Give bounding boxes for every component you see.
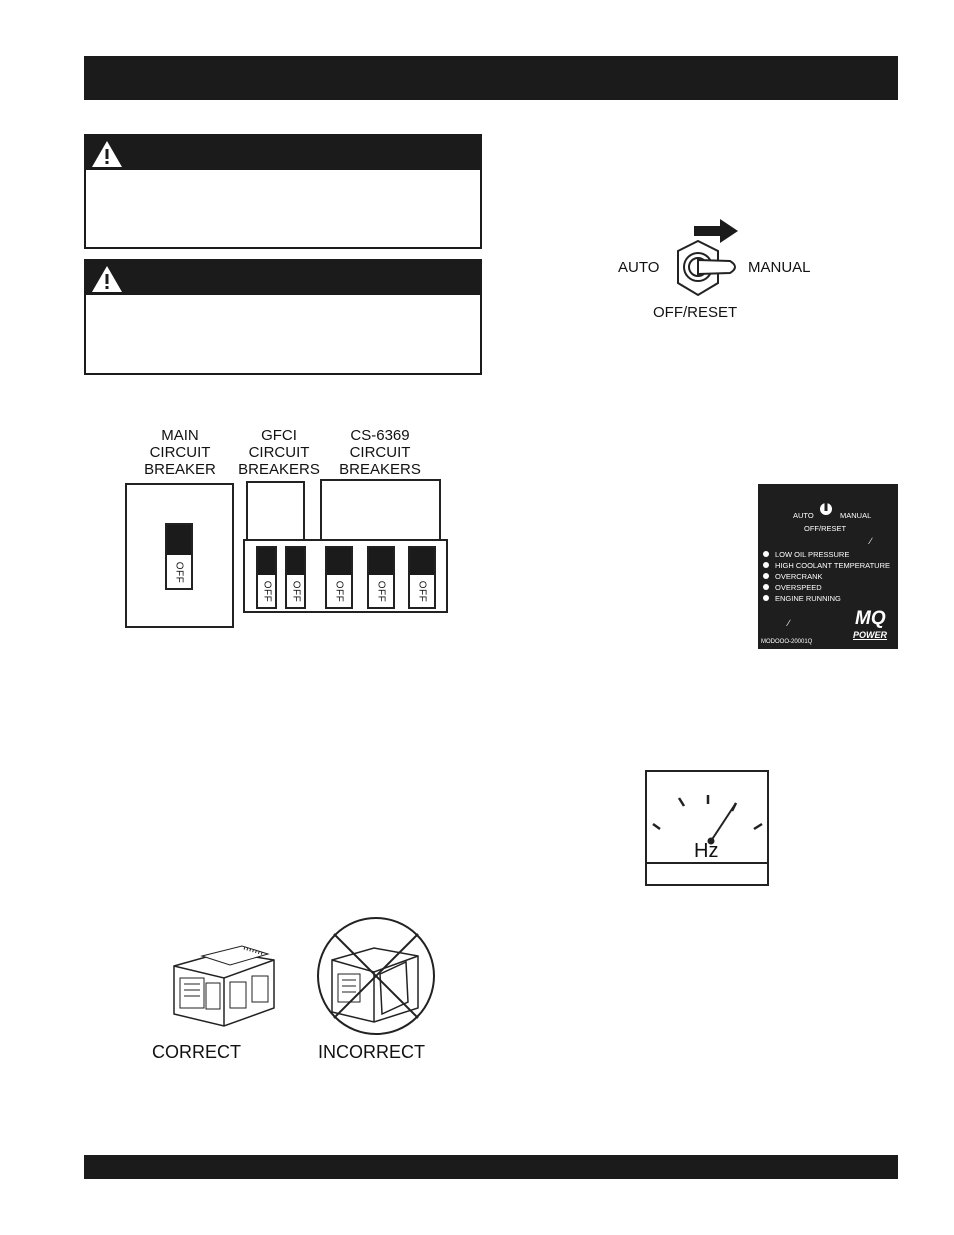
warning-header [86, 261, 480, 295]
cs-breaker-switch-1 [325, 546, 353, 609]
off-marking: OFF [290, 580, 301, 603]
indicator-label: HIGH COOLANT TEMPERATURE [775, 561, 891, 570]
screw-icon: ∕ [788, 618, 790, 628]
indicator-label: OVERCRANK [775, 572, 823, 581]
indicator-light [763, 584, 769, 590]
gfci-breaker-frame [246, 481, 305, 541]
toggle-switch-icon [668, 239, 758, 299]
gfci-breakers-label: GFCI CIRCUIT BREAKERS [238, 427, 320, 478]
hz-meter [645, 770, 769, 886]
off-marking: OFF [261, 580, 272, 603]
auto-label: AUTO [618, 259, 660, 276]
off-reset-label: OFF/RESET [653, 304, 738, 321]
off-marking: OFF [416, 580, 428, 603]
off-marking: OFF [375, 580, 387, 603]
control-panel [758, 484, 898, 649]
mq-power-logo: MQ POWER [853, 608, 888, 640]
indicator-light [763, 573, 769, 579]
panel-part-number: MODOOO-20001Q [761, 639, 813, 645]
off-marking: OFF [173, 561, 185, 584]
generator-correct-image [164, 938, 282, 1034]
indicator-label: ENGINE RUNNING [775, 594, 841, 603]
off-marking: OFF [333, 580, 345, 603]
indicator-label: OVERSPEED [775, 583, 822, 592]
manual-label: MANUAL [748, 259, 811, 276]
warning-box-2 [84, 259, 482, 375]
warning-header [86, 136, 480, 170]
panel-off-reset-label: OFF/RESET [804, 524, 847, 533]
meter-divider [647, 862, 767, 864]
key-switch-icon [819, 500, 833, 516]
cs-breaker-frame [320, 479, 441, 541]
indicator-label: LOW OIL PRESSURE [775, 550, 850, 559]
gfci-breaker-switch-1 [256, 546, 277, 609]
indicator-light [763, 595, 769, 601]
panel-manual-label: MANUAL [840, 511, 872, 520]
indicator-light [763, 562, 769, 568]
generator-incorrect-image [314, 914, 438, 1038]
indicator-light [763, 551, 769, 557]
footer-bar [84, 1155, 898, 1179]
gfci-breaker-switch-2 [285, 546, 306, 609]
screw-icon: ∕ [870, 536, 872, 546]
toggle-switch-diagram [600, 215, 840, 325]
cs-breaker-switch-3 [408, 546, 436, 609]
panel-auto-label: AUTO [793, 511, 814, 520]
warning-box-1 [84, 134, 482, 249]
correct-label: CORRECT [152, 1042, 241, 1062]
cs-6369-breakers-label: CS-6369 CIRCUIT BREAKERS [339, 427, 421, 478]
hz-unit-label: Hz [694, 840, 719, 862]
header-bar [84, 56, 898, 100]
incorrect-label: INCORRECT [318, 1042, 425, 1062]
warning-triangle-icon [90, 264, 124, 294]
main-breaker-switch [165, 523, 193, 590]
cs-breaker-switch-2 [367, 546, 395, 609]
warning-triangle-icon [90, 139, 124, 169]
main-breaker-label: MAIN CIRCUIT BREAKER [144, 427, 216, 478]
